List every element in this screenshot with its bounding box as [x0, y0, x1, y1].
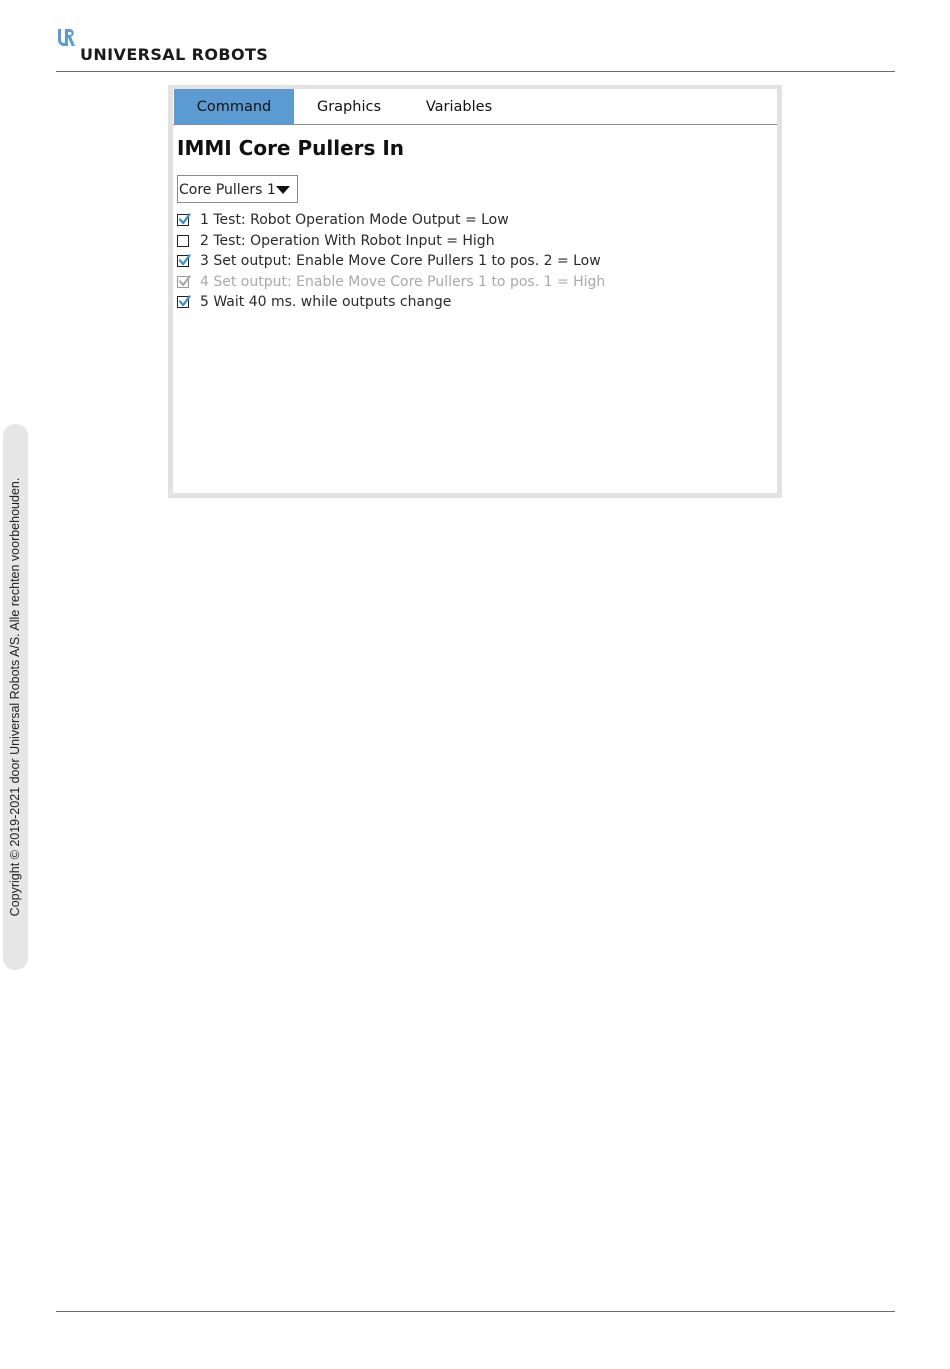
- checkmark-icon: [177, 274, 192, 289]
- checkmark-icon: [177, 294, 192, 309]
- command-screen: [173, 89, 777, 493]
- checklist-item-label: 2 Test: Operation With Robot Input = High: [200, 232, 495, 249]
- checkbox[interactable]: [177, 235, 189, 247]
- checklist-item: [177, 232, 737, 252]
- core-pullers-select[interactable]: [177, 175, 298, 203]
- checklist-item: [177, 293, 737, 313]
- checklist-item: [177, 211, 737, 231]
- checkmark-icon: [177, 253, 192, 268]
- checklist-item-label: 1 Test: Robot Operation Mode Output = Low: [200, 212, 509, 228]
- brand-header: [56, 28, 316, 68]
- checklist-item-label: 5 Wait 40 ms. while outputs change: [200, 294, 452, 310]
- dropdown-arrow-icon: [276, 186, 290, 194]
- tab-variables[interactable]: Variables: [425, 99, 493, 115]
- checklist-item: [177, 252, 737, 272]
- screenshot-panel: [168, 85, 782, 498]
- footer-divider: [56, 1311, 895, 1312]
- checkmark-icon: [177, 212, 192, 227]
- checkbox[interactable]: [177, 296, 189, 308]
- tab-command[interactable]: Command: [174, 89, 294, 124]
- tab-bar: [173, 89, 777, 125]
- page-title: IMMI Core Pullers In: [177, 136, 405, 160]
- checklist-item-label: 3 Set output: Enable Move Core Pullers 1 to pos. 2 = Low: [200, 253, 601, 269]
- tab-graphics[interactable]: Graphics: [316, 99, 382, 115]
- checkbox[interactable]: [177, 276, 189, 288]
- checklist-item: [177, 273, 737, 293]
- checklist-item-label: 4 Set output: Enable Move Core Pullers 1 to pos. 1 = High: [200, 273, 606, 290]
- copyright-text: Copyright © 2019-2021 door Universal Robots A/S. Alle rechten voorbehouden.: [8, 477, 22, 917]
- ur-logo-icon: [56, 28, 76, 48]
- header-divider: [56, 71, 895, 72]
- checkbox[interactable]: [177, 255, 189, 267]
- brand-name: UNIVERSAL ROBOTS: [80, 45, 269, 64]
- checkbox[interactable]: [177, 214, 189, 226]
- select-value: Core Pullers 1: [179, 182, 276, 198]
